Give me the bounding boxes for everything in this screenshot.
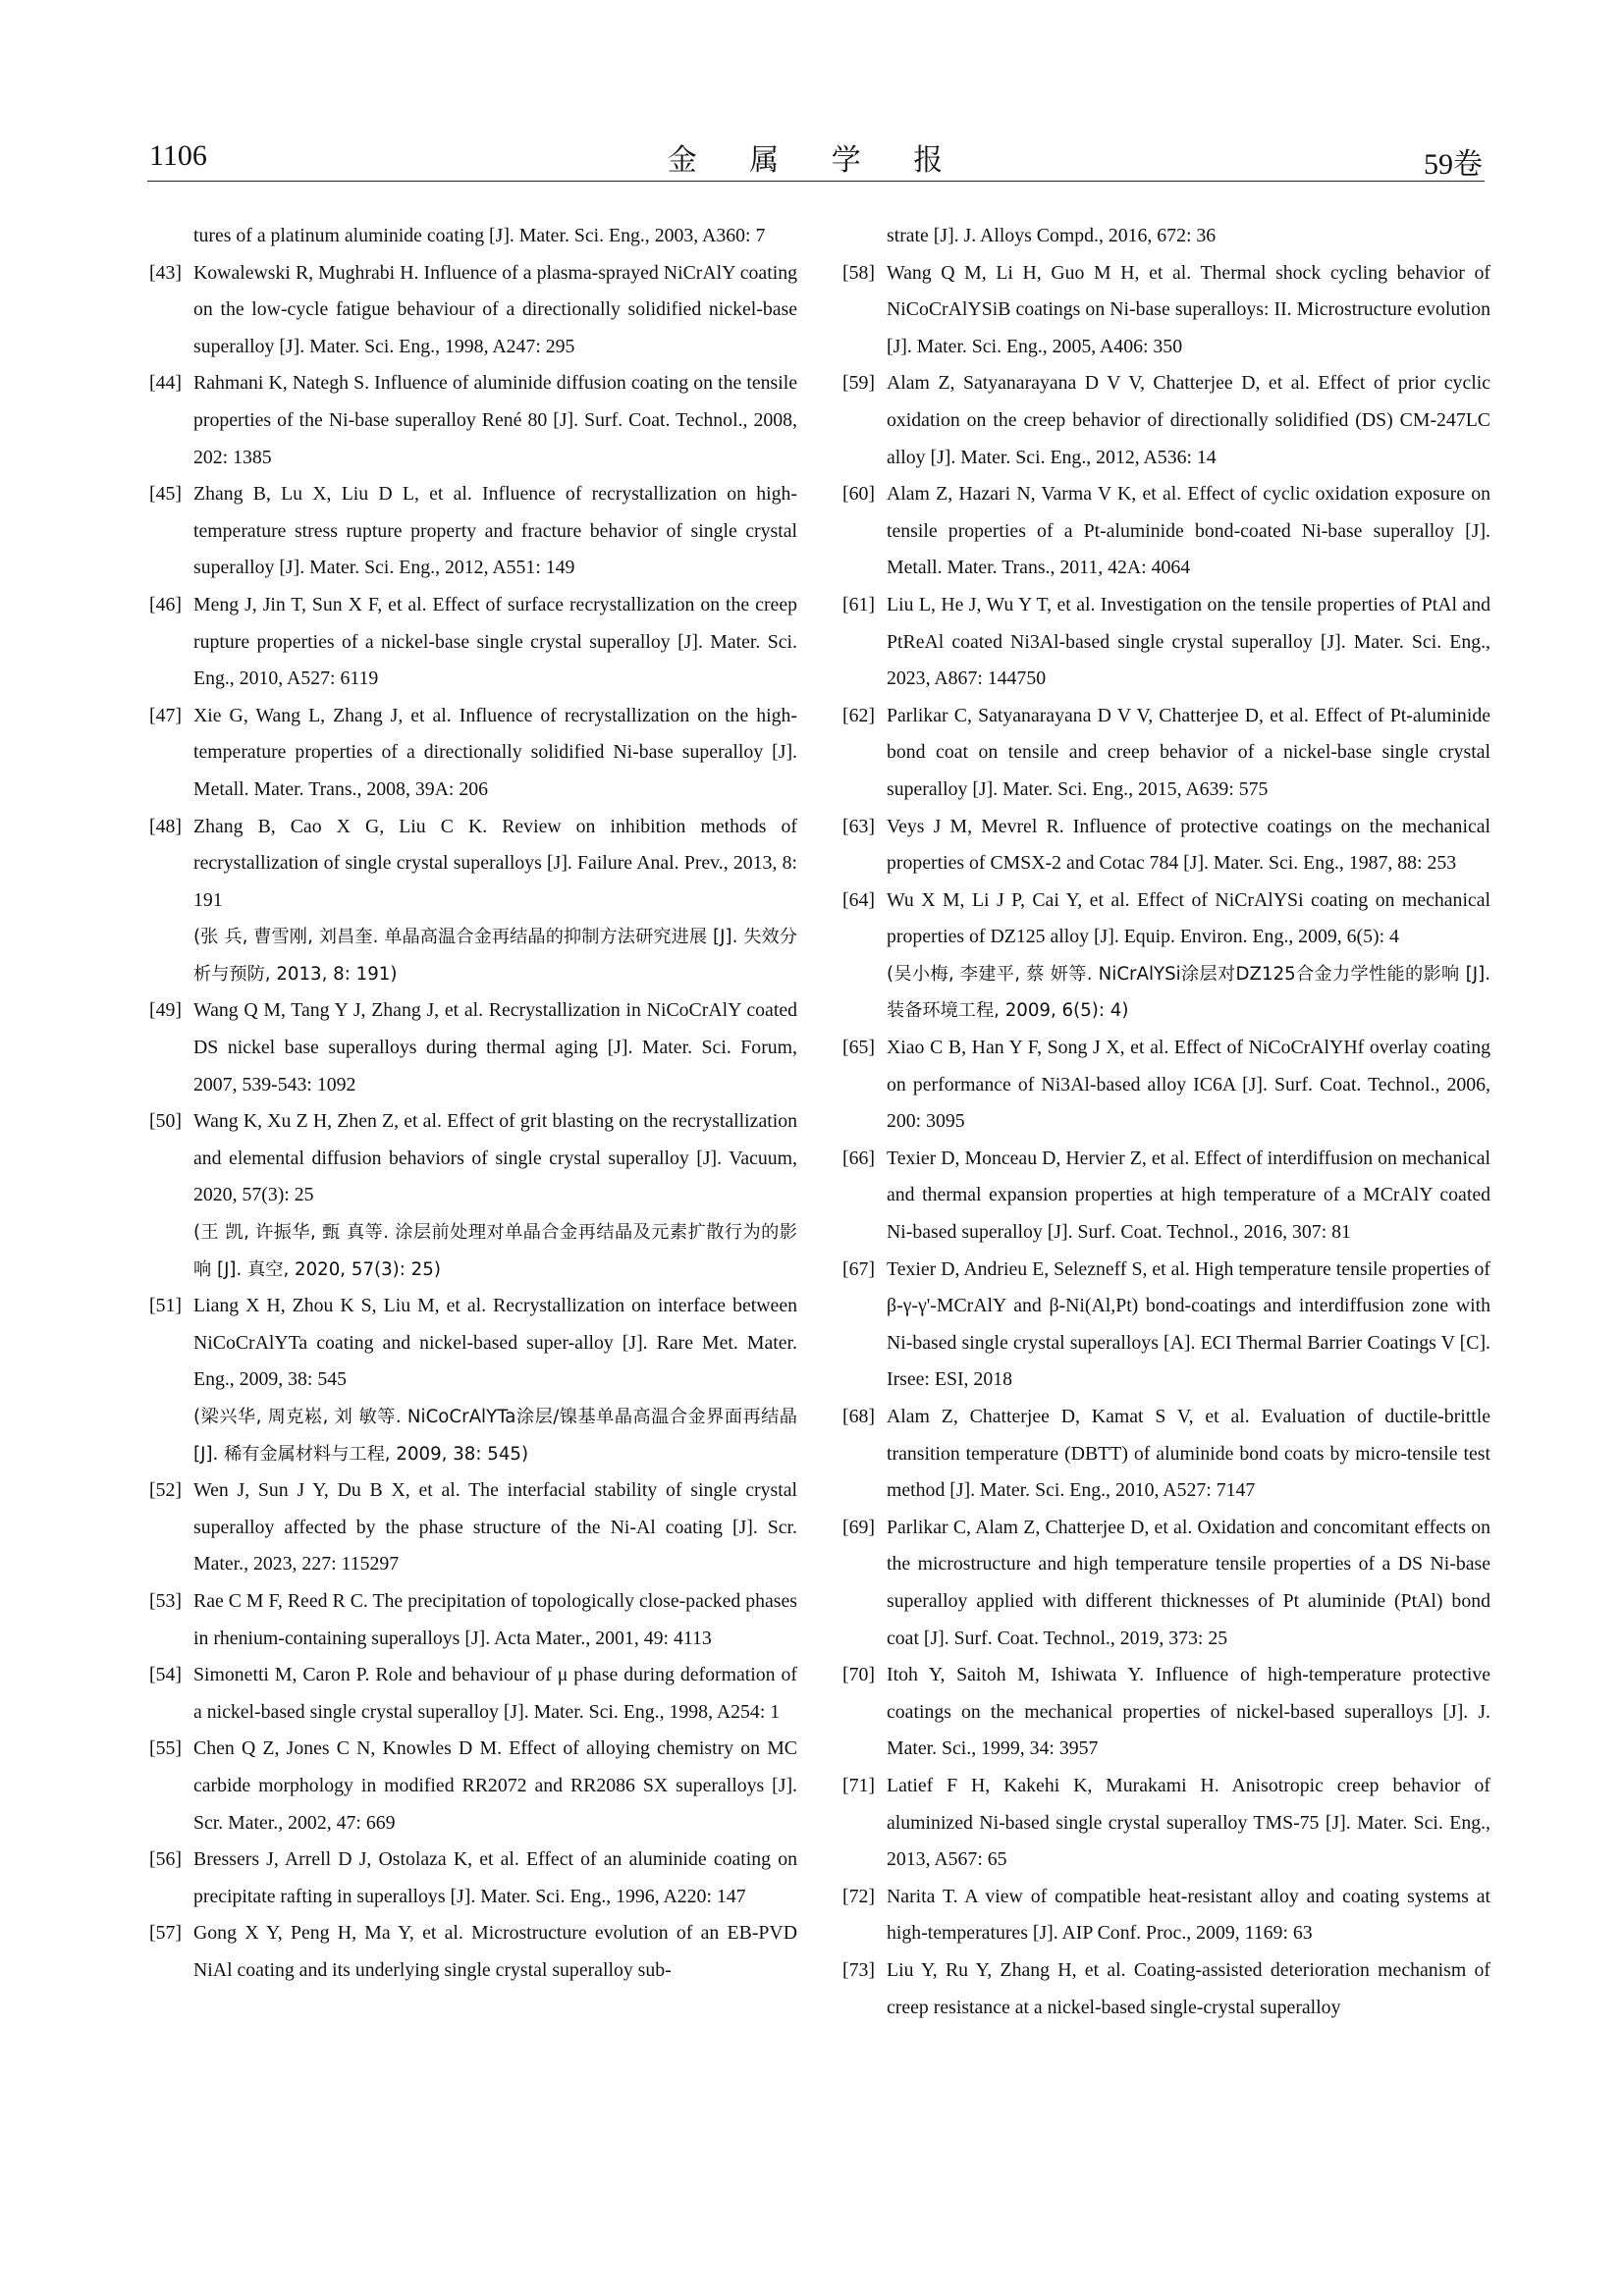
reference-entry — [149, 1915, 797, 1989]
reference-entry — [149, 365, 797, 476]
reference-text: Parlikar C, Satyanarayana D V V, Chatterjee D, et al. Effect of Pt-aluminide bond coat on tensile and creep behavior of a nickel-base single crystal superalloy [J]. Mater. Sci. Eng., 2015, A639: 575 — [887, 704, 1490, 800]
reference-chinese-translation: (吴小梅, 李建平, 蔡 妍等. NiCrAlYSi涂层对DZ125合金力学性能的影响 [J]. 装备环境工程, 2009, 6(5): 4) — [887, 963, 1490, 1022]
reference-number: [60] — [842, 483, 875, 506]
reference-entry — [842, 809, 1490, 882]
reference-number: [52] — [149, 1479, 182, 1502]
reference-number: [53] — [149, 1589, 182, 1612]
reference-text: Alam Z, Chatterjee D, Kamat S V, et al. Evaluation of ductile-brittle transition temperature (DBTT) of aluminide bond coats by micro-tensile test method [J]. Mater. Sci. Eng., 2010, A527: 7147 — [887, 1406, 1490, 1502]
reference-entry — [842, 1768, 1490, 1879]
reference-entry — [149, 1731, 797, 1842]
reference-number: [47] — [149, 704, 182, 726]
reference-entry — [149, 1103, 797, 1288]
reference-number: [73] — [842, 1958, 875, 1981]
reference-entry — [149, 698, 797, 809]
reference-text: Wu X M, Li J P, Cai Y, et al. Effect of NiCrAlYSi coating on mechanical properties of DZ125 alloy [J]. Equip. Environ. Eng., 2009, 6(5): 4 — [887, 888, 1490, 948]
reference-text: Texier D, Andrieu E, Selezneff S, et al. High temperature tensile properties of β-γ-γ'-MCrAlY and β-Ni(Al,Pt) bond-coatings and interdiffusion zone with Ni-based single crystal superalloys [A]. ECI Thermal Barrier Coatings V [C]. Irsee: ESI, 2018 — [887, 1257, 1490, 1391]
reference-entry — [842, 1952, 1490, 2026]
reference-entry — [842, 698, 1490, 809]
reference-number: [68] — [842, 1406, 875, 1427]
reference-text: Wang K, Xu Z H, Zhen Z, et al. Effect of grit blasting on the recrystallization and elemental diffusion behaviors of single crystal superalloy [J]. Vacuum, 2020, 57(3): 25 — [193, 1110, 797, 1206]
volume-label: 59卷 — [1424, 148, 1483, 181]
reference-text: Texier D, Monceau D, Hervier Z, et al. Effect of interdiffusion on mechanical and thermal expansion properties at high temperature of a MCrAlY coated Ni-based superalloy [J]. Surf. Coat. Technol., 2016, 307: 81 — [887, 1147, 1490, 1244]
reference-entry — [842, 882, 1490, 1030]
reference-number: [71] — [842, 1774, 875, 1796]
reference-text: Zhang B, Cao X G, Liu C K. Review on inhibition methods of recrystallization of single crystal superalloys [J]. Failure Anal. Prev., 2013, 8: 191 — [193, 815, 797, 911]
reference-entry — [149, 1842, 797, 1915]
reference-text: Gong X Y, Peng H, Ma Y, et al. Microstructure evolution of an EB-PVD NiAl coating and its underlying single crystal superalloy sub- — [193, 1922, 797, 1981]
reference-number: [72] — [842, 1885, 875, 1907]
reference-number: [57] — [149, 1922, 182, 1945]
reference-text: Xiao C B, Han Y F, Song J X, et al. Effect of NiCoCrAlYHf overlay coating on performance of Ni3Al-based alloy IC6A [J]. Surf. Coat. Technol., 2006, 200: 3095 — [887, 1037, 1490, 1133]
reference-number: [64] — [842, 888, 875, 911]
reference-entry — [842, 365, 1490, 476]
reference-text: Alam Z, Satyanarayana D V V, Chatterjee D, et al. Effect of prior cyclic oxidation on the creep behavior of directionally solidified (DS) CM-247LC alloy [J]. Mater. Sci. Eng., 2012, A536: 14 — [887, 372, 1490, 468]
reference-entry-continued — [842, 218, 1490, 255]
reference-number: [69] — [842, 1516, 875, 1538]
reference-entry — [842, 1399, 1490, 1510]
reference-entry — [842, 1510, 1490, 1657]
reference-text: strate [J]. J. Alloys Compd., 2016, 672: 36 — [887, 225, 1217, 246]
running-header — [147, 133, 1485, 182]
reference-entry — [149, 1583, 797, 1657]
reference-column-left — [149, 218, 797, 1990]
reference-number: [55] — [149, 1737, 182, 1760]
reference-number: [63] — [842, 815, 875, 837]
reference-text: Rae C M F, Reed R C. The precipitation of topologically close-packed phases in rhenium-containing superalloys [J]. Acta Mater., 2001, 49: 4113 — [193, 1589, 797, 1649]
reference-entry — [149, 1288, 797, 1472]
reference-number: [48] — [149, 815, 182, 837]
reference-text: Latief F H, Kakehi K, Murakami H. Anisotropic creep behavior of aluminized Ni-based single crystal superalloy TMS-75 [J]. Mater. Sci. Eng., 2013, A567: 65 — [887, 1774, 1490, 1871]
reference-number: [51] — [149, 1295, 182, 1317]
reference-text: Liang X H, Zhou K S, Liu M, et al. Recrystallization on interface between NiCoCrAlYTa coating and nickel-based super-alloy [J]. Rare Met. Mater. Eng., 2009, 38: 545 — [193, 1295, 797, 1391]
reference-entry — [842, 1141, 1490, 1252]
reference-text: Narita T. A view of compatible heat-resistant alloy and coating systems at high-temperatures [J]. AIP Conf. Proc., 2009, 1169: 63 — [887, 1885, 1490, 1945]
reference-number: [67] — [842, 1257, 875, 1280]
reference-entry — [842, 1657, 1490, 1768]
reference-column-right — [842, 218, 1490, 2026]
reference-text: tures of a platinum aluminide coating [J]. Mater. Sci. Eng., 2003, A360: 7 — [193, 225, 766, 246]
reference-entry — [149, 587, 797, 698]
reference-entry — [149, 809, 797, 993]
reference-number: [58] — [842, 261, 875, 284]
reference-number: [54] — [149, 1664, 182, 1686]
reference-text: Chen Q Z, Jones C N, Knowles D M. Effect of alloying chemistry on MC carbide morphology in modified RR2072 and RR2086 SX superalloys [J]. Scr. Mater., 2002, 47: 669 — [193, 1737, 797, 1834]
journal-title: 金 属 学 报 — [667, 143, 965, 178]
reference-text: Veys J M, Mevrel R. Influence of protective coatings on the mechanical properties of CMSX-2 and Cotac 784 [J]. Mater. Sci. Eng., 1987, 88: 253 — [887, 815, 1490, 875]
reference-text: Alam Z, Hazari N, Varma V K, et al. Effect of cyclic oxidation exposure on tensile properties of a Pt-aluminide bond-coated Ni-base superalloy [J]. Metall. Mater. Trans., 2011, 42A: 4064 — [887, 483, 1490, 579]
reference-number: [65] — [842, 1037, 875, 1059]
reference-text: Wen J, Sun J Y, Du B X, et al. The interfacial stability of single crystal superalloy affected by the phase structure of the Ni-Al coating [J]. Scr. Mater., 2023, 227: 115297 — [193, 1479, 797, 1575]
reference-text: Liu Y, Ru Y, Zhang H, et al. Coating-assisted deterioration mechanism of creep resistance at a nickel-based single-crystal superalloy — [887, 1958, 1490, 2018]
reference-entry — [149, 1472, 797, 1583]
reference-entry — [842, 1030, 1490, 1141]
reference-number: [62] — [842, 704, 875, 726]
reference-number: [45] — [149, 483, 182, 506]
reference-number: [43] — [149, 261, 182, 284]
reference-text: Kowalewski R, Mughrabi H. Influence of a plasma-sprayed NiCrAlY coating on the low-cycle fatigue behaviour of a directionally solidified nickel-base superalloy [J]. Mater. Sci. Eng., 1998, A247: 295 — [193, 261, 797, 357]
reference-entry — [842, 255, 1490, 366]
reference-entry-continued — [149, 218, 797, 255]
reference-text: Itoh Y, Saitoh M, Ishiwata Y. Influence of high-temperature protective coatings on the mechanical properties of nickel-based superalloys [J]. J. Mater. Sci., 1999, 34: 3957 — [887, 1664, 1490, 1760]
reference-entry — [842, 1252, 1490, 1399]
reference-entry — [842, 587, 1490, 698]
reference-entry — [149, 255, 797, 366]
reference-number: [61] — [842, 593, 875, 615]
reference-number: [59] — [842, 372, 875, 395]
reference-number: [50] — [149, 1110, 182, 1133]
reference-text: Wang Q M, Li H, Guo M H, et al. Thermal shock cycling behavior of NiCoCrAlYSiB coatings on Ni-base superalloys: II. Microstructure evolution [J]. Mater. Sci. Eng., 2005, A406: 350 — [887, 261, 1490, 357]
reference-entry — [842, 476, 1490, 587]
reference-entry — [842, 1879, 1490, 1952]
reference-number: [66] — [842, 1147, 875, 1169]
reference-text: Liu L, He J, Wu Y T, et al. Investigation on the tensile properties of PtAl and PtReAl coated Ni3Al-based single crystal superalloy [J]. Mater. Sci. Eng., 2023, A867: 144750 — [887, 593, 1490, 690]
reference-text: Rahmani K, Nategh S. Influence of aluminide diffusion coating on the tensile properties of the Ni-base superalloy René 80 [J]. Surf. Coat. Technol., 2008, 202: 1385 — [193, 372, 797, 468]
page-number: 1106 — [149, 139, 207, 172]
reference-text: Meng J, Jin T, Sun X F, et al. Effect of surface recrystallization on the creep rupture properties of a nickel-base single crystal superalloy [J]. Mater. Sci. Eng., 2010, A527: 6119 — [193, 593, 797, 690]
reference-chinese-translation: (王 凯, 许振华, 甄 真等. 涂层前处理对单晶合金再结晶及元素扩散行为的影响 [J]. 真空, 2020, 57(3): 25) — [193, 1222, 797, 1280]
reference-text: Xie G, Wang L, Zhang J, et al. Influence of recrystallization on the high-temperature properties of a directionally solidified Ni-base superalloy [J]. Metall. Mater. Trans., 2008, 39A: 206 — [193, 704, 797, 800]
reference-text: Simonetti M, Caron P. Role and behaviour of μ phase during deformation of a nickel-based single crystal superalloy [J]. Mater. Sci. Eng., 1998, A254: 1 — [193, 1664, 797, 1723]
reference-number: [44] — [149, 372, 182, 395]
reference-entry — [149, 1657, 797, 1731]
reference-entry — [149, 992, 797, 1103]
reference-text: Wang Q M, Tang Y J, Zhang J, et al. Recrystallization in NiCoCrAlY coated DS nickel base superalloys during thermal aging [J]. Mater. Sci. Forum, 2007, 539-543: 1092 — [193, 999, 797, 1095]
reference-number: [49] — [149, 999, 182, 1022]
reference-chinese-translation: (梁兴华, 周克崧, 刘 敏等. NiCoCrAlYTa涂层/镍基单晶高温合金界面再结晶 [J]. 稀有金属材料与工程, 2009, 38: 545) — [193, 1407, 797, 1465]
reference-number: [70] — [842, 1664, 875, 1686]
reference-text: Zhang B, Lu X, Liu D L, et al. Influence of recrystallization on high-temperature stress rupture property and fracture behavior of single crystal superalloy [J]. Mater. Sci. Eng., 2012, A551: 149 — [193, 483, 797, 579]
reference-entry — [149, 476, 797, 587]
reference-text: Bressers J, Arrell D J, Ostolaza K, et al. Effect of an aluminide coating on precipitate rafting in superalloys [J]. Mater. Sci. Eng., 1996, A220: 147 — [193, 1848, 797, 1907]
reference-text: Parlikar C, Alam Z, Chatterjee D, et al. Oxidation and concomitant effects on the microstructure and high temperature tensile properties of a DS Ni-base superalloy applied with different thicknesses of Pt aluminide (PtAl) bond coat [J]. Surf. Coat. Technol., 2019, 373: 25 — [887, 1516, 1490, 1649]
reference-chinese-translation: (张 兵, 曹雪刚, 刘昌奎. 单晶高温合金再结晶的抑制方法研究进展 [J]. 失效分析与预防, 2013, 8: 191) — [193, 927, 797, 985]
reference-number: [56] — [149, 1848, 182, 1871]
reference-number: [46] — [149, 593, 182, 615]
